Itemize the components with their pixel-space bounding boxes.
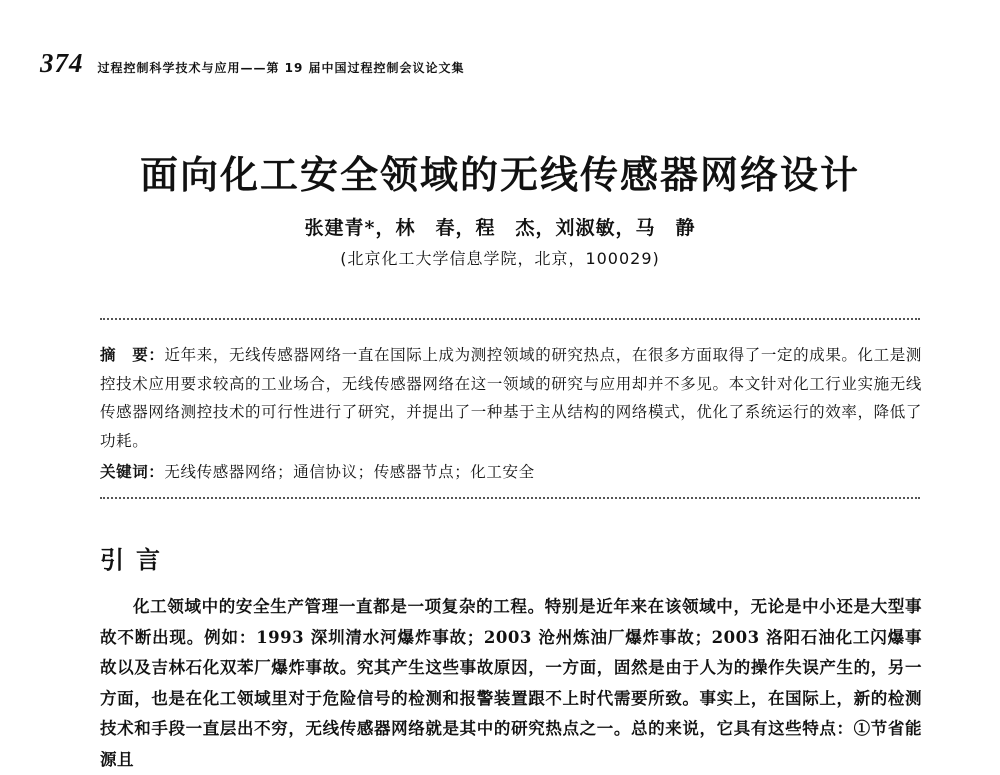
divider-top xyxy=(100,318,920,320)
section-heading: 引言 xyxy=(100,546,172,574)
abstract-label: 摘 要： xyxy=(100,345,165,364)
paper-title: 面向化工安全领域的无线传感器网络设计 xyxy=(139,152,860,197)
keywords-text: 无线传感器网络；通信协议；传感器节点；化工安全 xyxy=(164,463,535,481)
divider-bottom xyxy=(100,497,920,499)
keywords-label: 关键词： xyxy=(100,462,165,481)
author-list: 张建青*，林 春，程 杰，刘淑敏，马 静 xyxy=(304,217,696,239)
journal-title: 过程控制科学技术与应用——第 19 届中国过程控制会议论文集 xyxy=(97,61,465,75)
page-number: 374 xyxy=(40,48,84,78)
affiliation: (北京化工大学信息学院，北京，100029) xyxy=(340,249,660,268)
abstract-text: 近年来，无线传感器网络一直在国际上成为测控领域的研究热点，在很多方面取得了一定的成果。化工是测控技术应用要求较高的工业场合，无线传感器网络在这一领域的研究与应用却并不多见。本文针对化工行业实施无线传感器网络测控技术的可行性进行了研究，并提出了一种基于主从结构的网络模式，优化了系统运行的效率，降低了功耗。 xyxy=(100,346,923,450)
abstract xyxy=(100,341,922,455)
section-body: 化工领域中的安全生产管理一直都是一项复杂的工程。特别是近年来在该领域中，无论是中小还是大型事故不断出现。例如：1993 深圳清水河爆炸事故；2003 沧州炼油厂爆炸事故；2003 洛阳石油化工闪爆事故以及吉林石化双苯厂爆炸事故。究其产生这些事故原因，一方面，固然是由于人为的操作失误产生的，另一方面，也是在化工领域里对于危险信号的检测和报警装置跟不上时代需要所致。事实上，在国际上，新的检测技术和手段一直层出不穷，无线传感器网络就是其中的研究热点之一。总的来说，它具有这些特点：①节省能源且 xyxy=(100,597,922,769)
running-header xyxy=(40,48,465,79)
keywords xyxy=(100,458,922,486)
